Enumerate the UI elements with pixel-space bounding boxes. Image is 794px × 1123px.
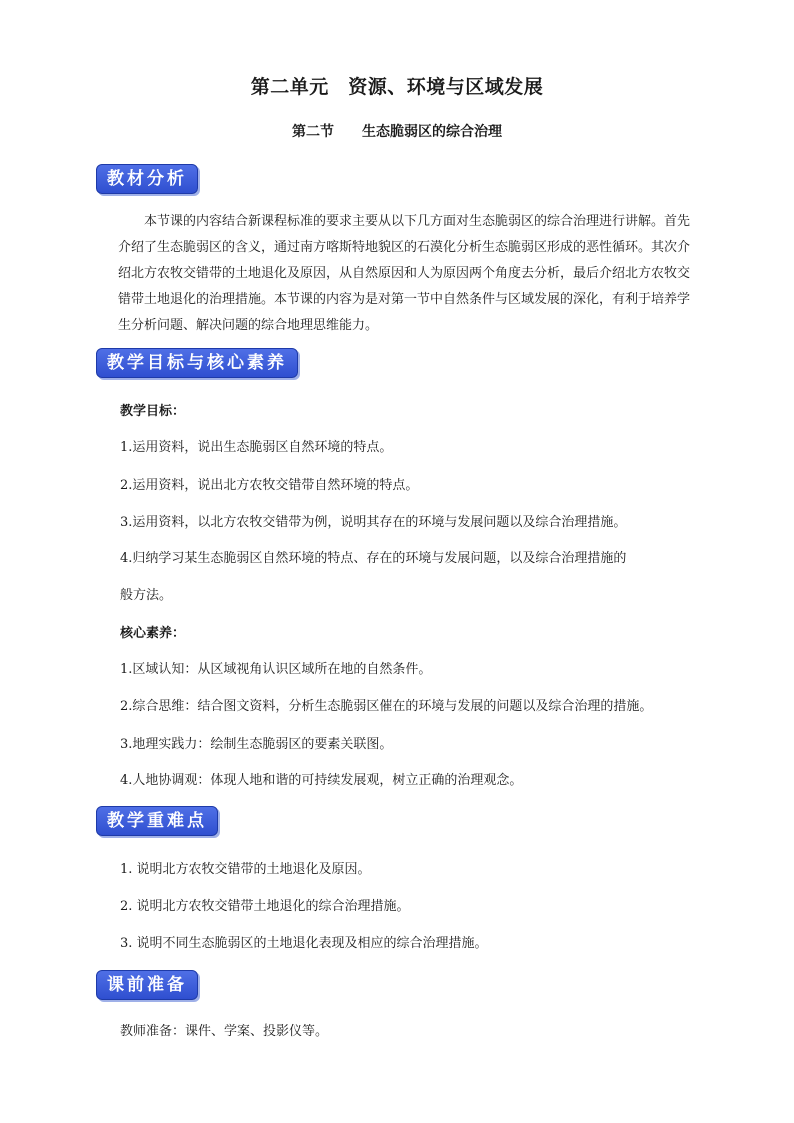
keypoint-item-2: 2. 说明北方农牧交错带土地退化的综合治理措施。 <box>120 899 410 914</box>
literacy-item-4: 4.人地协调观：体现人地和谐的可持续发展观，树立正确的治理观念。 <box>120 773 523 788</box>
badge-teaching-goals: 教学目标与核心素养 <box>96 348 298 378</box>
goal-item-4-cont: 般方法。 <box>120 588 173 603</box>
badge-pre-class-prep: 课前准备 <box>96 970 198 1000</box>
keypoint-item-1: 1. 说明北方农牧交错带的土地退化及原因。 <box>120 862 371 877</box>
literacy-label: 核心素养： <box>120 626 186 641</box>
section-subtitle: 第二节 生态脆弱区的综合治理 <box>292 124 502 140</box>
goal-item-2: 2.运用资料，说出北方农牧交错带自然环境的特点。 <box>120 478 419 493</box>
goal-item-1: 1.运用资料，说出生态脆弱区自然环境的特点。 <box>120 440 393 455</box>
literacy-item-2: 2.综合思维：结合图文资料，分析生态脆弱区催在的环境与发展的问题以及综合治理的措施。 <box>120 699 653 714</box>
goals-label: 教学目标： <box>120 404 186 419</box>
badge-textbook-analysis: 教材分析 <box>96 164 198 194</box>
page-title: 第二单元 资源、环境与区域发展 <box>250 76 544 98</box>
goal-item-3: 3.运用资料，以北方农牧交错带为例，说明其存在的环境与发展问题以及综合治理措施。 <box>120 515 627 530</box>
prep-text: 教师准备：课件、学案、投影仪等。 <box>120 1024 329 1039</box>
goal-item-4: 4.归纳学习某生态脆弱区自然环境的特点、存在的环境与发展问题，以及综合治理措施的 <box>120 551 627 566</box>
literacy-item-3: 3.地理实践力：绘制生态脆弱区的要素关联图。 <box>120 737 393 752</box>
keypoint-item-3: 3. 说明不同生态脆弱区的土地退化表现及相应的综合治理措施。 <box>120 936 488 951</box>
literacy-item-1: 1.区域认知：从区域视角认识区域所在地的自然条件。 <box>120 662 432 677</box>
analysis-paragraph: 本节课的内容结合新课程标准的要求主要从以下几方面对生态脆弱区的综合治理进行讲解。首先介绍了生态脆弱区的含义，通过南方喀斯特地貌区的石漠化分析生态脆弱区形成的恶性循环。其次介绍北方农牧交错带的土地退化及原因，从自然原因和人为原因两个角度去分析，最后介绍北方农牧交错带土地退化的治理措施。本节课的内容为是对第一节中自然条件与区域发展的深化，有利于培养学生分析问题、解决问题的综合地理思维能力。 <box>118 214 691 333</box>
badge-key-difficulties: 教学重难点 <box>96 806 218 836</box>
